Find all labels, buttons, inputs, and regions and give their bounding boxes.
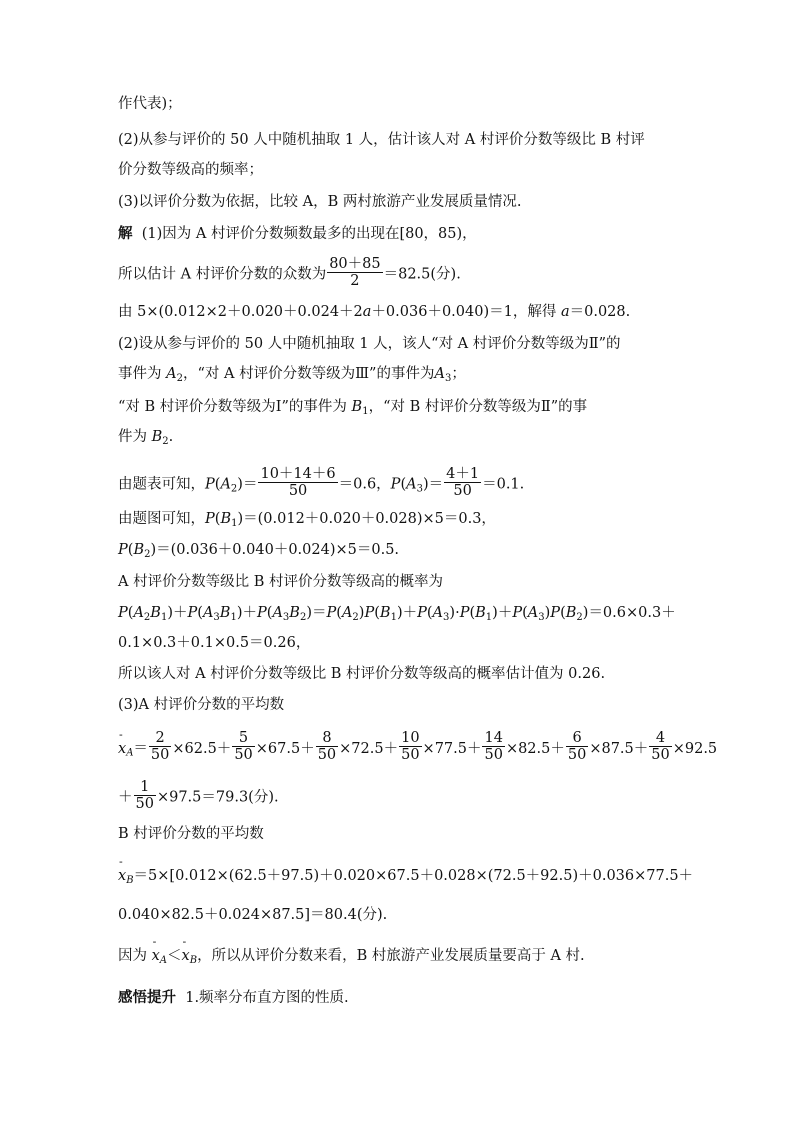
mean-b-heading	[118, 824, 264, 844]
text: 由 5×(0.012×2＋0.020＋0.024＋2	[118, 304, 363, 320]
text: (2)从参与评价的 50 人中随机抽取 1 人，估计该人对 A 村评价分数等级比 B 村评	[118, 132, 645, 148]
text: 因为	[118, 948, 147, 964]
text: ＝0.1.	[482, 476, 525, 493]
prob-symbol: P	[205, 511, 215, 527]
subscript: B	[189, 955, 198, 966]
equals: ＝	[133, 740, 148, 757]
fraction	[649, 730, 671, 763]
prob-symbol: P	[417, 605, 427, 621]
equation-a	[118, 302, 630, 322]
paren: (	[214, 476, 221, 493]
paren: )	[237, 476, 243, 493]
prob-b1-line	[118, 509, 496, 529]
text: 价分数等级高的频率；	[118, 162, 263, 178]
paren: )	[492, 605, 498, 621]
question-2-cont	[118, 160, 263, 180]
event-a3: A	[434, 366, 445, 382]
mean-b-formula	[118, 855, 694, 886]
event-b1: B	[475, 605, 486, 621]
event-a2: A	[133, 605, 144, 621]
subscript: 1	[231, 518, 238, 529]
fraction	[399, 730, 421, 763]
subscript: 1	[230, 612, 237, 623]
subscript: 1	[160, 612, 168, 623]
event-b-line	[118, 397, 587, 417]
denominator: 50	[651, 747, 670, 763]
numerator: 6	[572, 730, 582, 746]
insight-label: 感悟提升	[118, 990, 176, 1006]
numerator: 2	[155, 730, 165, 746]
event-b2: B	[133, 542, 145, 558]
subscript: 2	[162, 436, 169, 447]
prob-symbol: P	[550, 605, 561, 621]
event-b-line-cont	[118, 427, 173, 447]
text: ，“对 A 村评价分数等级为Ⅲ”的事件为	[182, 366, 435, 382]
denominator: 2	[327, 272, 382, 289]
fraction	[134, 779, 156, 812]
prob-a-line	[118, 468, 524, 501]
denominator: 50	[401, 747, 420, 763]
denominator: 50	[258, 482, 337, 499]
fraction	[327, 256, 382, 289]
mean-a-terms	[148, 730, 718, 763]
event-a3: A	[432, 605, 444, 621]
fraction	[316, 730, 338, 763]
paren: (	[127, 542, 134, 558]
text: ＝5×[0.012×(62.5＋97.5)＋0.020×67.5＋0.028×(72.5＋92.5)＋0.036×77.5＋	[133, 868, 694, 884]
subscript: A	[126, 747, 134, 759]
question-2	[118, 130, 645, 150]
subscript: 1	[485, 612, 493, 623]
var-a: a	[362, 304, 372, 320]
event-b1: B	[150, 605, 161, 621]
text: 事件为	[118, 366, 162, 382]
insight-heading	[118, 988, 349, 1008]
prob-symbol: P	[512, 605, 523, 621]
part-3-line	[118, 695, 284, 715]
bar: -	[152, 935, 157, 948]
numerator: 5	[238, 730, 249, 746]
prob-symbol: P	[364, 605, 375, 621]
var-x: x	[181, 948, 190, 964]
subscript: 2	[144, 549, 151, 560]
plus: ＋	[118, 789, 133, 806]
event-b1: B	[379, 605, 391, 621]
fraction	[232, 730, 254, 763]
equals: ＝	[428, 476, 444, 493]
solution-label: 解	[118, 226, 133, 242]
term-value: ×62.5＋	[172, 740, 232, 757]
subscript: 2	[143, 612, 151, 623]
paren: )	[237, 511, 244, 527]
text: 0.040×82.5＋0.024×87.5]＝80.4(分).	[118, 907, 388, 923]
paren: )	[396, 605, 403, 621]
event-a-line	[118, 364, 466, 384]
text: “对 B 村评价分数等级为Ⅰ”的事件为	[118, 399, 347, 415]
var-x: x	[118, 740, 127, 757]
numerator: 10＋14＋6	[260, 466, 336, 482]
conclusion-2	[118, 664, 605, 684]
text: (1)因为 A 村评价分数频数最多的出现在[80，85)，	[141, 226, 477, 242]
paren: )	[449, 605, 456, 621]
subscript: 2	[299, 612, 307, 623]
text: 件为	[118, 429, 147, 445]
text: 所以估计 A 村评价分数的众数为	[118, 266, 327, 283]
event-b1: B	[351, 399, 363, 415]
mean-a-formula	[118, 727, 718, 765]
denominator: 50	[150, 747, 170, 763]
paren: )	[422, 476, 429, 493]
text: ＝(0.012＋0.020＋0.028)×5＝0.3，	[243, 511, 496, 527]
text: ＝0.6×0.3＋	[588, 605, 676, 621]
paren: (	[400, 476, 407, 493]
plus: ＋	[402, 605, 418, 621]
mean-symbol	[118, 855, 127, 886]
prob-symbol: P	[326, 605, 337, 621]
text: ＝0.6，	[338, 476, 391, 493]
equals: ＝	[312, 605, 327, 621]
event-b1: B	[219, 605, 231, 621]
numerator: 10	[401, 730, 420, 746]
text: ＝0.028.	[569, 304, 631, 320]
event-b2: B	[565, 605, 577, 621]
event-a2: A	[166, 366, 177, 382]
text: ＝(0.036＋0.040＋0.024)×5＝0.5.	[156, 542, 400, 558]
numerator: 80＋85	[329, 256, 381, 272]
denominator: 50	[317, 747, 337, 763]
mean-symbol	[151, 935, 160, 966]
fraction	[482, 730, 504, 763]
plus: ＋	[497, 605, 513, 621]
event-a3: A	[202, 605, 214, 621]
prob-symbol: P	[257, 605, 267, 621]
paren: )	[236, 605, 243, 621]
text: 由题图可知，	[118, 511, 205, 527]
text: ，“对 B 村评价分数等级为Ⅱ”的事	[368, 399, 588, 415]
mean-b-formula-cont	[118, 905, 387, 925]
numerator: 8	[322, 730, 332, 746]
prob-symbol: P	[390, 476, 401, 493]
comparison	[118, 935, 585, 966]
bar: -	[182, 935, 187, 948]
subscript: 1	[362, 406, 369, 417]
paren: (	[197, 605, 203, 621]
paren: (	[374, 605, 380, 621]
paren: (	[522, 605, 528, 621]
text: .	[168, 429, 174, 445]
subscript: 2	[576, 612, 583, 623]
prob-symbol: P	[205, 476, 215, 493]
paren: (	[214, 511, 221, 527]
equals: ＝	[242, 476, 258, 493]
paren: )	[150, 542, 157, 558]
text: 所以该人对 A 村评价分数等级比 B 村评价分数等级高的概率估计值为 0.26.	[118, 666, 606, 682]
paren: (	[127, 605, 134, 621]
denominator: 50	[444, 482, 481, 499]
paren: )	[544, 605, 551, 621]
term-value: ×77.5＋	[422, 740, 482, 757]
paren: )	[358, 605, 365, 621]
numerator: 1	[140, 779, 150, 795]
denominator: 50	[135, 796, 154, 812]
paren: )	[582, 605, 589, 621]
bar: -	[119, 727, 123, 741]
fraction	[566, 730, 588, 763]
text: ＋0.036＋0.040)＝1，解得	[371, 304, 557, 320]
bar: -	[119, 855, 123, 868]
text: 作代表)；	[118, 96, 182, 112]
subscript: 3	[443, 612, 450, 623]
term-value: ×82.5＋	[505, 740, 565, 757]
subscript: 1	[390, 612, 397, 623]
subscript: 3	[213, 612, 220, 623]
event-a2: A	[220, 476, 231, 493]
event-a3: A	[272, 605, 283, 621]
event-a3: A	[527, 605, 539, 621]
event-b1: B	[220, 511, 232, 527]
part-2-line	[118, 334, 621, 354]
text: B 村评价分数的平均数	[118, 826, 264, 842]
subscript: 3	[282, 612, 290, 623]
numerator: 4＋1	[446, 466, 480, 482]
paren: (	[426, 605, 433, 621]
text: A 村评价分数等级比 B 村评价分数等级高的概率为	[118, 574, 443, 590]
event-a3: A	[406, 476, 417, 493]
subscript: 3	[538, 612, 545, 623]
text-line-1	[118, 94, 182, 114]
mean-symbol	[118, 727, 127, 759]
solution-start	[118, 224, 477, 244]
subscript: 2	[176, 373, 183, 384]
text: 由题表可知，	[118, 476, 205, 493]
prob-symbol: P	[459, 605, 470, 621]
text: (3)以评价分数为依据，比较 A，B 两村旅游产业发展质量情况.	[118, 194, 522, 210]
prob-b2-line	[118, 540, 399, 560]
subscript: 2	[230, 483, 238, 495]
text: (3)A 村评价分数的平均数	[118, 697, 285, 713]
mean-a-formula-cont	[118, 781, 279, 814]
var-a: a	[560, 304, 570, 320]
term-value: ×72.5＋	[339, 740, 399, 757]
fraction	[149, 730, 171, 763]
paren: )	[167, 605, 173, 621]
prob-symbol: P	[118, 542, 128, 558]
subscript: 3	[416, 483, 423, 495]
event-a2: A	[341, 605, 353, 621]
fraction	[258, 466, 337, 499]
text: ；	[451, 366, 466, 382]
prob-symbol: P	[187, 605, 198, 621]
probability-sum	[118, 603, 676, 623]
text: 0.1×0.3＋0.1×0.5＝0.26，	[118, 635, 311, 651]
var-x: x	[118, 868, 127, 884]
var-x: x	[151, 948, 160, 964]
subscript: 2	[352, 612, 359, 623]
paren: )	[306, 605, 312, 621]
denominator: 50	[234, 747, 253, 763]
term-value: ×87.5＋	[589, 740, 649, 757]
event-b2: B	[151, 429, 163, 445]
term-value: ×92.5	[672, 740, 718, 757]
plus: ＋	[242, 605, 257, 621]
mean-symbol	[181, 935, 190, 966]
dot: ·	[455, 605, 460, 621]
subscript: 3	[444, 373, 452, 384]
term-value: ×67.5＋	[255, 740, 315, 757]
denominator: 50	[484, 747, 503, 763]
probability-sum-cont	[118, 633, 310, 653]
event-b2: B	[289, 605, 300, 621]
question-3	[118, 192, 522, 212]
less-than: ＜	[167, 948, 182, 964]
subscript: A	[159, 955, 168, 966]
text: ×97.5＝79.3(分).	[156, 789, 279, 806]
paren: (	[560, 605, 566, 621]
text: 1.频率分布直方图的性质.	[185, 990, 349, 1006]
paren: (	[469, 605, 476, 621]
text: ，所以从评价分数来看，B 村旅游产业发展质量要高于 A 村.	[197, 948, 585, 964]
text: ＝82.5(分).	[383, 266, 461, 283]
paren: (	[336, 605, 342, 621]
mode-line	[118, 258, 461, 291]
text: (2)设从参与评价的 50 人中随机抽取 1 人，该人“对 A 村评价分数等级为Ⅱ”的	[118, 336, 621, 352]
paren: (	[266, 605, 273, 621]
fraction	[444, 466, 481, 499]
denominator: 50	[567, 747, 587, 763]
numerator: 14	[484, 730, 503, 746]
numerator: 4	[655, 730, 666, 746]
text-line-15	[118, 572, 443, 592]
subscript: B	[126, 875, 134, 886]
plus: ＋	[173, 605, 188, 621]
prob-symbol: P	[118, 605, 128, 621]
